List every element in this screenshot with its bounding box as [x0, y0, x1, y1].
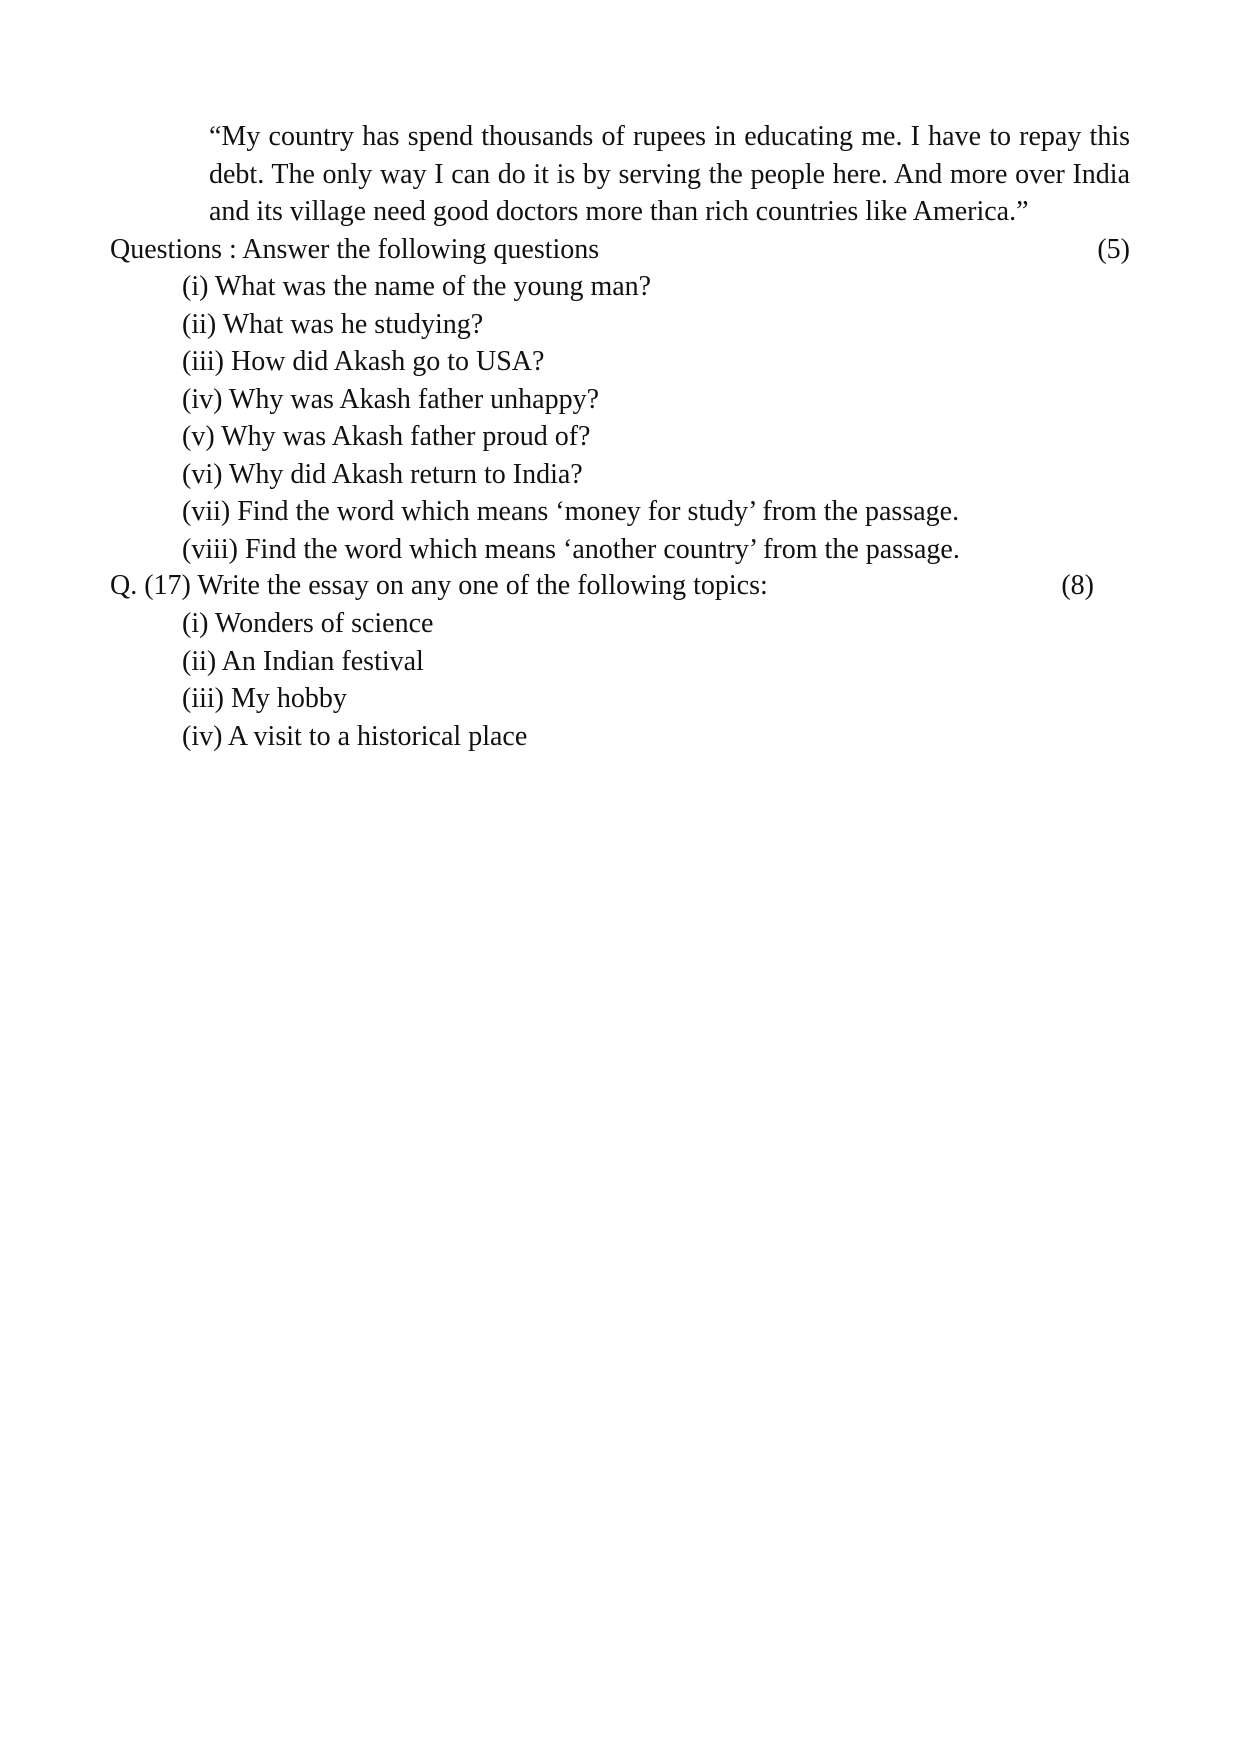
- passage-text: “My country has spend thousands of rupees in educating me. I have to repay this debt. The only way I can do it is by serving the people here. And more over India and its village need good doctors more than rich countries like America.”: [209, 121, 1130, 227]
- essay-topic-item: (iii) My hobby: [182, 683, 347, 714]
- essay-heading-row: [110, 567, 1130, 605]
- question-item: (vi) Why did Akash return to India?: [182, 458, 583, 490]
- comprehension-marks: (5): [1097, 234, 1130, 265]
- question-item: (ii) What was he studying?: [182, 308, 484, 340]
- comprehension-heading-row: [110, 231, 1130, 269]
- passage-quote: [209, 118, 1130, 231]
- question-item: (iii) How did Akash go to USA?: [182, 346, 545, 377]
- question-item: (vii) Find the word which means ‘money for study’ from the passage.: [182, 496, 960, 527]
- question-item: (viii) Find the word which means ‘another country’ from the passage.: [182, 533, 960, 565]
- essay-marks: (8): [1061, 570, 1094, 601]
- comprehension-question-list: [182, 268, 960, 568]
- question-item: (iv) Why was Akash father unhappy?: [182, 383, 600, 415]
- essay-topic-list: [182, 605, 527, 755]
- comprehension-heading: Questions : Answer the following questions: [110, 234, 600, 265]
- essay-topic-item: (i) Wonders of science: [182, 608, 434, 639]
- essay-heading: Q. (17) Write the essay on any one of the following topics:: [110, 570, 768, 601]
- question-item: (i) What was the name of the young man?: [182, 271, 652, 302]
- question-item: (v) Why was Akash father proud of?: [182, 421, 591, 452]
- essay-topic-item: (ii) An Indian festival: [182, 645, 424, 677]
- essay-topic-item: (iv) A visit to a historical place: [182, 720, 528, 752]
